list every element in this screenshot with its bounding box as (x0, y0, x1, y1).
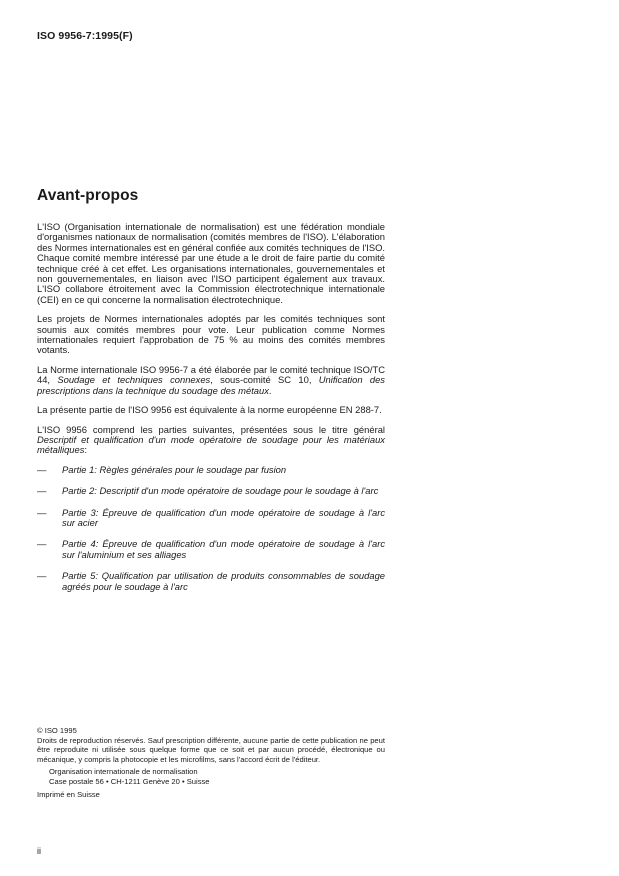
list-item (37, 508, 385, 529)
publisher-address: Case postale 56 • CH-1211 Genève 20 • Suisse (49, 776, 210, 786)
list-dash: — (37, 570, 47, 582)
committee-text-c: , sous-comité SC 10, (210, 374, 319, 386)
list-item (37, 486, 385, 496)
list-item (37, 539, 385, 560)
list-dash: — (37, 538, 47, 550)
committee-text-e: . (268, 384, 272, 396)
part-label: Partie 5: (62, 570, 99, 582)
parts-intro-text-a: L'ISO 9956 comprend les parties suivantes, présentées sous le titre général (37, 423, 385, 435)
list-dash: — (37, 506, 47, 518)
page-number: ii (37, 846, 41, 856)
list-item (37, 465, 385, 475)
part-label: Partie 2: (62, 485, 97, 497)
paragraph-voting: Les projets de Normes internationales adoptés par les comités techniques sont soumis aux comités membres pour vote. Leur publication comme Normes internationales requiert l'approbation de 75 % au moins des comités membres votants. (37, 313, 385, 356)
part-title: Épreuve de qualification d'un mode opératoire de soudage à l'arc sur l'aluminium et ses alliages (62, 538, 386, 560)
part-label: Partie 3: (62, 506, 99, 518)
list-item (37, 571, 385, 592)
part-title: Règles générales pour le soudage par fusion (96, 463, 287, 475)
copyright-footer (37, 726, 385, 799)
publisher-name: Organisation internationale de normalisation (49, 767, 198, 777)
paragraph-committee (37, 365, 385, 396)
rights-notice: Droits de reproduction réservés. Sauf prescription différente, aucune partie de cette publication ne peut être reproduite ni utilisée sous quelque forme que ce soit et par aucun procédé, électronique ou mécanique, y compris la photocopie et les microfilms, sans l'accord écrit de l'éditeur. (37, 735, 385, 764)
subcommittee-name: Unification des prescriptions dans la technique du soudage des métaux (37, 374, 385, 396)
part-title: Descriptif d'un mode opératoire de soudage pour le soudage à l'arc (96, 485, 379, 497)
part-title: Épreuve de qualification d'un mode opératoire de soudage à l'arc sur acier (62, 506, 386, 528)
parts-general-title: Descriptif et qualification d'un mode opératoire de soudage pour les matériaux métalliques (37, 433, 385, 456)
section-title: Avant-propos (37, 187, 139, 204)
paragraph-parts-intro (37, 425, 385, 456)
foreword-body (37, 222, 385, 603)
committee-name: Soudage et techniques connexes (57, 374, 211, 386)
printed-in: Imprimé en Suisse (37, 789, 100, 799)
document-id-header: ISO 9956-7:1995(F) (37, 30, 133, 42)
copyright-line: © ISO 1995 (37, 726, 77, 735)
list-dash: — (37, 485, 47, 497)
part-title: Qualification par utilisation de produits consommables de soudage agréés pour le soudage à l'arc (62, 570, 385, 592)
part-label: Partie 1: (62, 463, 97, 475)
paragraph-equivalence: La présente partie de l'ISO 9956 est équivalente à la norme européenne EN 288-7. (37, 404, 382, 416)
part-label: Partie 4: (62, 538, 99, 550)
paragraph-iso-intro: L'ISO (Organisation internationale de normalisation) est une fédération mondiale d'organismes nationaux de normalisation (comités membres de l'ISO). L'élaboration des Normes internationales est en général confiée aux comités techniques de l'ISO. Chaque comité membre intéressé par une étude a le droit de faire partie du comité technique créé à cet effet. Les organisations internationales, gouvernementales et non gouvernementales, en liaison avec l'ISO participent également aux travaux. L'ISO collabore étroitement avec la Commission électrotechnique internationale (CEI) en ce qui concerne la normalisation électrotechnique. (37, 221, 385, 305)
committee-text-a: La Norme internationale ISO 9956-7 a été élaborée par le comité technique ISO/TC 44, (37, 363, 385, 386)
list-dash: — (37, 463, 47, 475)
parts-list (37, 465, 385, 592)
parts-intro-text-c: : (84, 444, 88, 456)
